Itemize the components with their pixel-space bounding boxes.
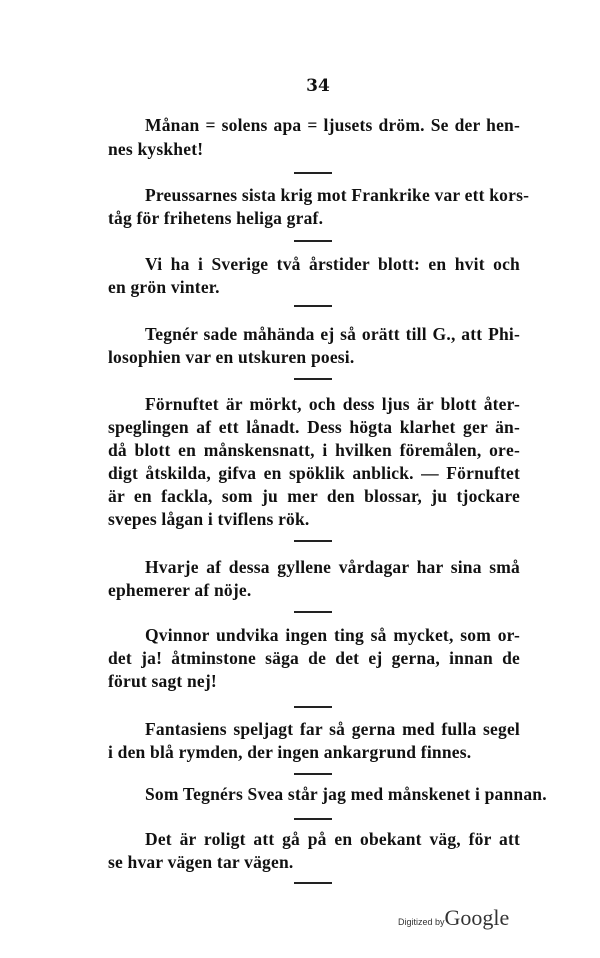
text-line: en grön vinter. [108, 277, 220, 297]
text-line: det ja! åtminstone säga de det ej gerna, innan de [108, 648, 520, 668]
page-number: 34 [306, 76, 330, 96]
text-line: svepes lågan i tviflens rök. [108, 509, 310, 529]
text-line: Vi ha i Sverige två årstider blott: en hvit och [145, 254, 520, 274]
watermark-prefix: Digitized by [398, 917, 445, 927]
separator-rule [294, 611, 332, 613]
text-line: se hvar vägen tar vägen. [108, 852, 294, 872]
text-line: Preussarnes sista krig mot Frankrike var ett kors- [145, 185, 530, 205]
separator-rule [294, 172, 332, 174]
digitized-by-google-watermark [398, 905, 509, 931]
text-line: digt åtskilda, gifva en spöklik anblick. — Förnuftet [108, 463, 520, 483]
separator-rule [294, 540, 332, 542]
text-line: är en fackla, som ju mer den blossar, ju tjockare [108, 486, 520, 506]
text-line: i den blå rymden, der ingen ankargrund finnes. [108, 742, 472, 762]
separator-rule [294, 818, 332, 820]
separator-rule [294, 240, 332, 242]
text-line: Hvarje af dessa gyllene vårdagar har sina små [145, 557, 520, 577]
separator-rule [294, 305, 332, 307]
separator-rule [294, 882, 332, 884]
text-line: Tegnér sade måhända ej så orätt till G., att Phi- [145, 324, 520, 344]
text-line: nes kyskhet! [108, 139, 204, 159]
text-line: förut sagt nej! [108, 671, 217, 691]
text-line: Det är roligt att gå på en obekant väg, för att [145, 829, 520, 849]
separator-rule [294, 706, 332, 708]
text-line: då blott en månskensnatt, i hvilken föremålen, orе- [108, 440, 520, 460]
text-line: ephemerer af nöje. [108, 580, 252, 600]
separator-rule [294, 773, 332, 775]
text-line: speglingen af ett lånadt. Dess högta klarhet ger än- [108, 417, 520, 437]
text-line: Som Tegnérs Svea står jag med månskenet i pannan. [145, 784, 547, 804]
text-line: losophien var en utskuren poesi. [108, 347, 355, 367]
text-line: Förnuftet är mörkt, och dess ljus är blott åter- [145, 394, 520, 414]
text-line: Fantasiens speljagt far så gerna med fulla segel [145, 719, 520, 739]
text-line: tåg för frihetens heliga graf. [108, 208, 324, 228]
watermark-brand: Google [444, 905, 510, 930]
text-line: Qvinnor undvika ingen ting så mycket, som or- [145, 625, 520, 645]
separator-rule [294, 378, 332, 380]
text-line: Månan = solens apa = ljusets dröm. Se der hen- [145, 115, 520, 135]
